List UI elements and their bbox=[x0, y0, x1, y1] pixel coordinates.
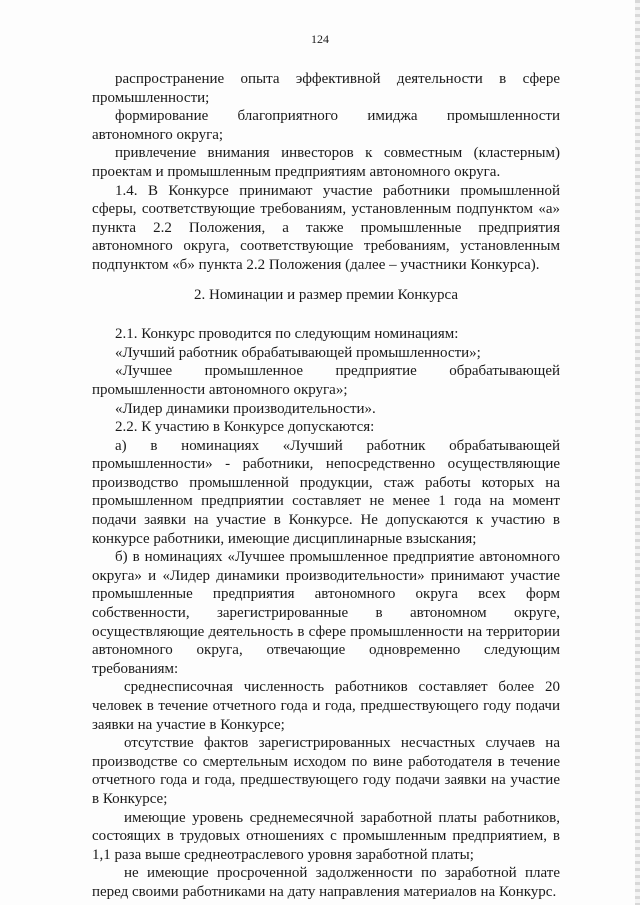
paragraph-image: формирование благоприятного имиджа промышленности автономного округа; bbox=[92, 108, 560, 143]
nomination-best-worker: «Лучший работник обрабатывающей промышленности»; bbox=[115, 344, 481, 361]
requirement-no-accidents: отсутствие фактов зарегистрированных несчастных случаев на производстве со смертельным исходом по вине работодателя в течение отчетного года и года, предшествующего году подачи заявки на участие в Конкурсе; bbox=[92, 735, 560, 807]
requirement-headcount: среднесписочная численность работников составляет более 20 человек в течение отчетного года и года, предшествующего году подачи заявки на участие в Конкурсе; bbox=[92, 679, 560, 733]
nomination-best-enterprise: «Лучшее промышленное предприятие обрабатывающей промышленности автономного округа»; bbox=[92, 363, 560, 398]
requirement-no-salary-debt: не имеющие просроченной задолженности по заработной плате перед своими работниками на дату направления материалов на Конкурс. bbox=[92, 865, 560, 900]
paragraph-2-2: 2.2. К участию в Конкурсе допускаются: bbox=[115, 419, 375, 436]
paragraph-1-4: 1.4. В Конкурсе принимают участие работники промышленной сферы, соответствующие требованиям, установленным подпунктом «а» пункта 2.2 Положения, а также промышленные предприятия автономного округа, соответствующие требованиям, установленным подпунктом «б» пункта 2.2 Положения (далее – участники Конкурса). bbox=[92, 182, 560, 273]
paragraph-2-2-a: а) в номинациях «Лучший работник обрабатывающей промышленности» - работники, непосредственно осуществляющие производство промышленной продукции, стаж работы которых на промышленном предприятии составляет не менее 1 года на момент подачи заявки на участие в Конкурсе. Не допускаются к участию в конкурсе работники, имеющие дисциплинарные взыскания; bbox=[92, 437, 560, 547]
section-heading: 2. Номинации и размер премии Конкурса bbox=[194, 286, 458, 303]
requirement-salary-level: имеющие уровень среднемесячной заработной платы работников, состоящих в трудовых отношениях с промышленным предприятием, в 1,1 раза выше среднеотраслевого уровня заработной платы; bbox=[92, 809, 560, 863]
paragraph-investors: привлечение внимания инвесторов к совместным (кластерным) проектам и промышленным предприятиям автономного округа. bbox=[92, 145, 560, 180]
document-body bbox=[92, 70, 560, 902]
page-number: 124 bbox=[311, 32, 329, 46]
paragraph-2-2-b: б) в номинациях «Лучшее промышленное предприятие автономного округа» и «Лидер динамики производительности» принимают участие промышленные предприятия автономного округа всех форм собственности, зарегистрированные в автономном округе, осуществляющие деятельность в сфере промышленности на территории автономного округа, отвечающие одновременно следующим требованиям: bbox=[92, 549, 560, 677]
nomination-productivity-leader: «Лидер динамики производительности». bbox=[115, 400, 376, 417]
paragraph-2-1: 2.1. Конкурс проводится по следующим номинациям: bbox=[115, 326, 459, 343]
paragraph-experience: распространение опыта эффективной деятельности в сфере промышленности; bbox=[92, 71, 560, 106]
scan-edge-artifact bbox=[635, 0, 640, 905]
